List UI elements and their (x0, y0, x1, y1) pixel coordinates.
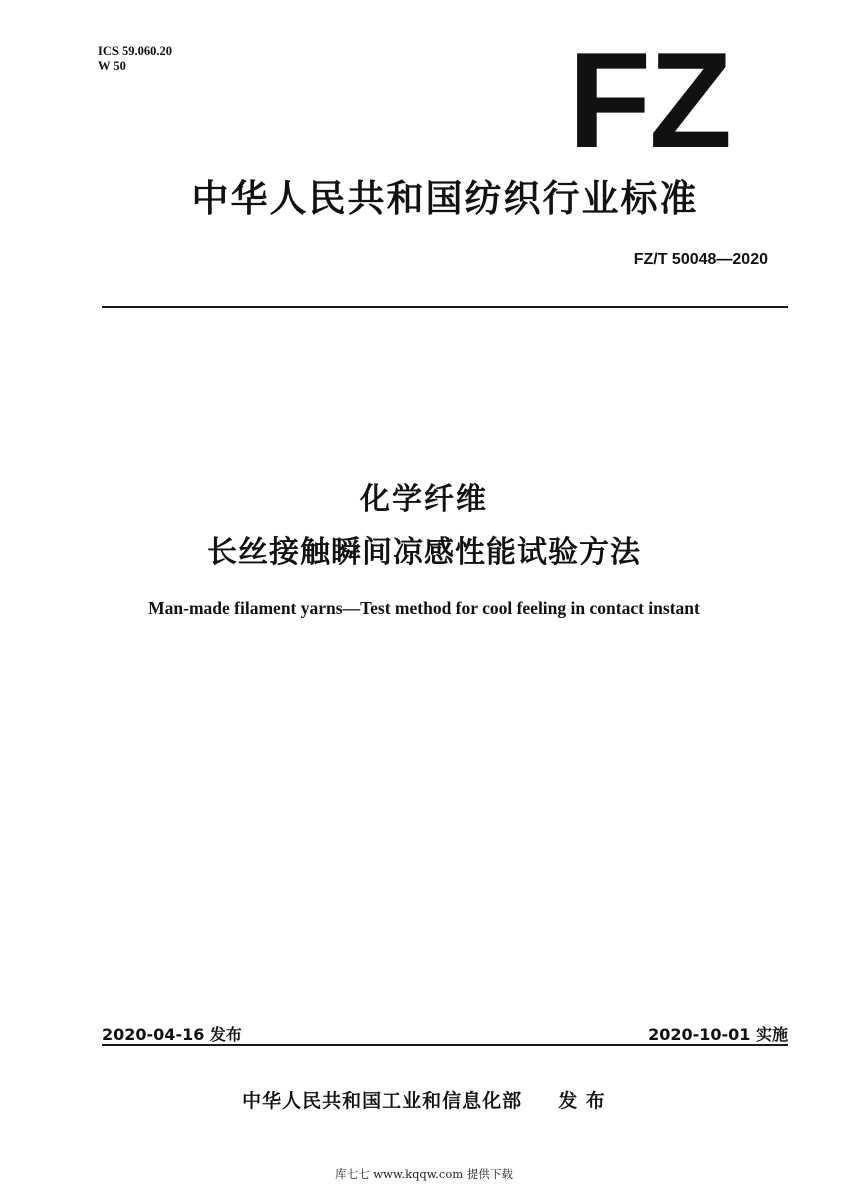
download-watermark: 库七七 www.kqqw.com 提供下载 (335, 1167, 513, 1181)
ics-code: ICS 59.060.20 (98, 44, 172, 58)
english-title: Man-made filament yarns—Test method for cool feeling in contact instant (148, 598, 700, 618)
fz-logo: FZ (568, 24, 731, 176)
bottom-divider (102, 1044, 788, 1046)
class-code: W 50 (98, 59, 126, 73)
standard-code: FZ/T 50048—2020 (633, 251, 768, 268)
issue-date: 2020-04-16 发布 (102, 1025, 242, 1044)
classification-codes (98, 44, 172, 74)
standard-title: 中华人民共和国纺织行业标准 (191, 177, 699, 220)
top-divider (102, 306, 788, 308)
document-title-line1: 化学纤维 (360, 482, 488, 517)
issuer (0, 1086, 848, 1113)
issuer-action: 发 布 (558, 1090, 606, 1112)
document-title-line2: 长丝接触瞬间凉感性能试验方法 (207, 535, 641, 570)
effective-date: 2020-10-01 实施 (648, 1025, 788, 1044)
issuer-name: 中华人民共和国工业和信息化部 (242, 1090, 523, 1112)
